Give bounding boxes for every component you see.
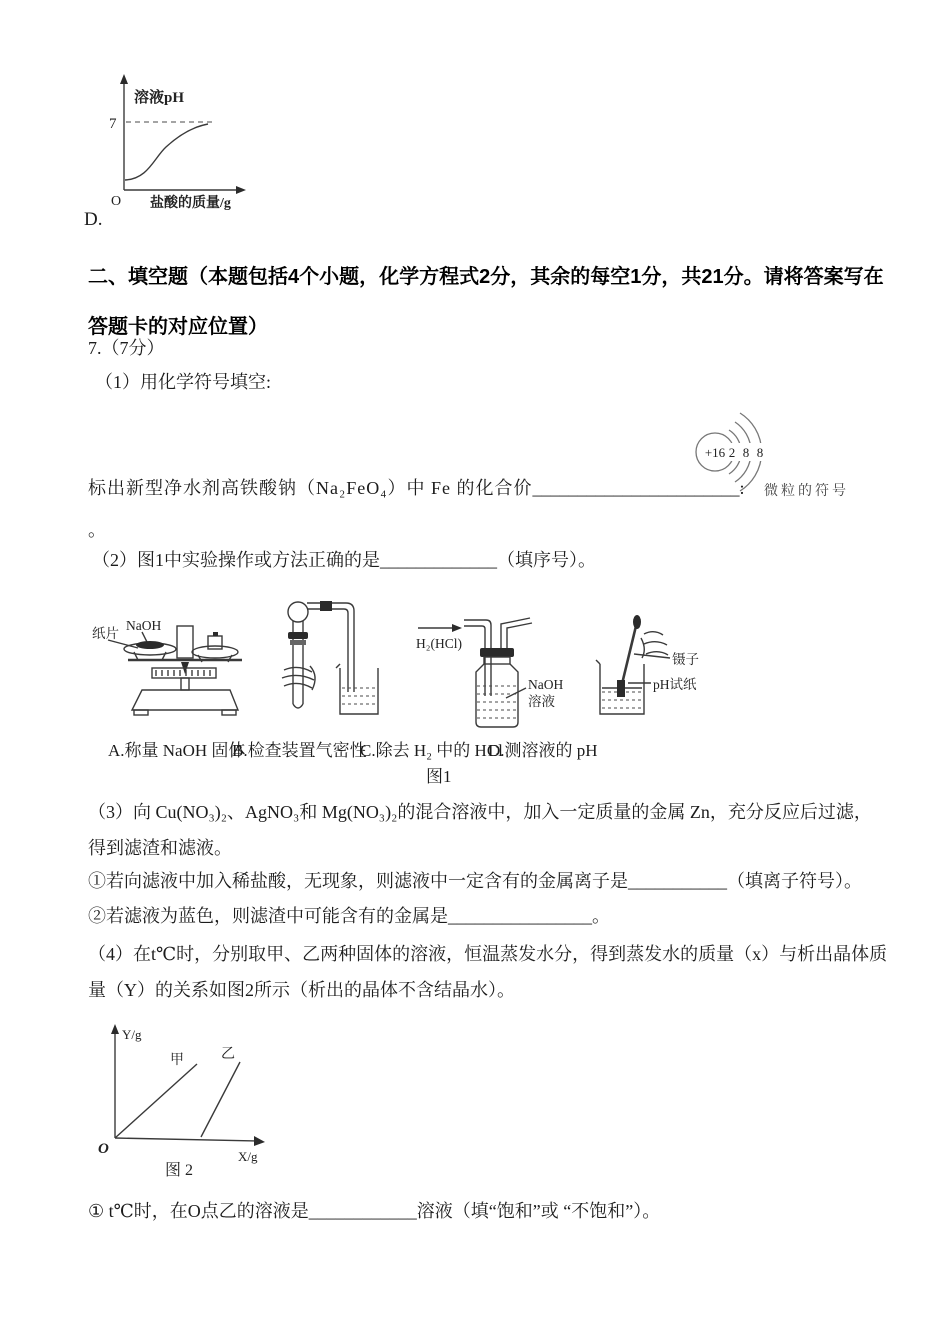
airtightness-drawing <box>282 601 378 714</box>
washing-bottle-drawing <box>416 618 563 727</box>
ph-paper-label: pH试纸 <box>653 677 697 692</box>
fig2-line-jia <box>115 1064 197 1138</box>
figure2-chart <box>85 1020 295 1180</box>
figure2-title: 图 2 <box>165 1162 194 1179</box>
part3-sub1: ①若向滤液中加入稀盐酸，无现象，则滤液中一定含有的金属离子是___________（填离子符号）。 <box>88 871 862 891</box>
nucleus-charge: +16 <box>704 445 726 460</box>
chart-y-tick-7: 7 <box>109 116 117 132</box>
balance-drawing <box>92 618 242 715</box>
figure1-title: 图1 <box>426 767 452 786</box>
caption-c: C.除去 H₂ 中的 HCl <box>360 741 503 760</box>
fig2-y-label: Y/g <box>122 1027 142 1042</box>
naoh-solution-label-1: NaOH <box>528 677 564 692</box>
part4-paragraph: （4）在t℃时，分别取甲、乙两种固体的溶液，恒温蒸发水分，得到蒸发水的质量（x）与析出晶体质量（Y）的关系如图2所示（析出的晶体不含结晶水）。 <box>88 944 888 1000</box>
particle-symbol-label: 微粒的符号 <box>764 484 849 499</box>
tweezers-label: 镊子 <box>672 652 699 667</box>
fig2-x-arrow-icon <box>254 1136 265 1146</box>
fig2-jia-label: 甲 <box>170 1053 184 1068</box>
ph-curve <box>125 124 208 180</box>
part3-paragraph: （3）向 Cu(NO₃)₂、AgNO₃和 Mg(NO₃)₂的混合溶液中，加入一定质量的金属 Zn，充分反应后过滤，得到滤渣和滤液。 <box>88 802 872 858</box>
fig2-origin: O <box>98 1141 109 1157</box>
shell1-count: 2 <box>728 445 736 460</box>
part1-blank: _______________________: <box>532 478 745 498</box>
figure1-apparatus <box>88 592 733 734</box>
chart-x-label: 盐酸的质量/g <box>150 196 231 210</box>
fig2-y-arrow-icon <box>111 1024 119 1034</box>
section-header: 二、填空题（本题包括4个小题，化学方程式2分，其余的每空1分，共21分。请将答案写在答题卡的对应位置） <box>88 266 884 338</box>
part4-sub1: ① t℃时，在O点乙的溶液是____________溶液（填“饱和”或 “不饱和”）。 <box>88 1201 661 1221</box>
naoh-solution-label-2: 溶液 <box>528 694 555 709</box>
naoh-label: NaOH <box>126 618 162 633</box>
fig2-x-label: X/g <box>238 1149 258 1164</box>
part2-line: （2）图1中实验操作或方法正确的是_____________（填序号）。 <box>92 550 596 570</box>
option-d-label: D. <box>84 209 103 230</box>
ph-test-drawing <box>596 615 699 714</box>
chart-origin: O <box>111 194 122 209</box>
option-d-ph-chart <box>100 70 265 210</box>
caption-a: A.称量 NaOH 固体 <box>108 741 246 760</box>
part1-text: 标出新型净水剂高铁酸钠（Na₂FeO₄）中 Fe 的化合价 <box>88 478 533 498</box>
y-axis-arrow-icon <box>120 74 128 84</box>
part1-lead: （1）用化学符号填空: <box>95 372 272 392</box>
caption-b: B.检查装置气密性 <box>232 741 367 760</box>
paper-label: 纸片 <box>92 626 119 641</box>
fig2-line-yi <box>201 1062 240 1137</box>
part1-period: 。 <box>88 520 106 540</box>
shell3-count: 8 <box>756 445 764 460</box>
chart-y-label: 溶液pH <box>134 90 185 106</box>
caption-d: D.测溶液的 pH <box>488 741 598 760</box>
part3-sub2: ②若滤液为蓝色，则滤渣中可能含有的金属是________________。 <box>88 906 610 926</box>
gas-in-label: H₂(HCl) <box>416 636 462 651</box>
part1-line <box>88 476 745 500</box>
shell2-count: 8 <box>742 445 750 460</box>
question-number: 7.（7分） <box>88 338 165 358</box>
fig2-yi-label: 乙 <box>221 1047 235 1062</box>
x-axis-arrow-icon <box>236 186 246 194</box>
